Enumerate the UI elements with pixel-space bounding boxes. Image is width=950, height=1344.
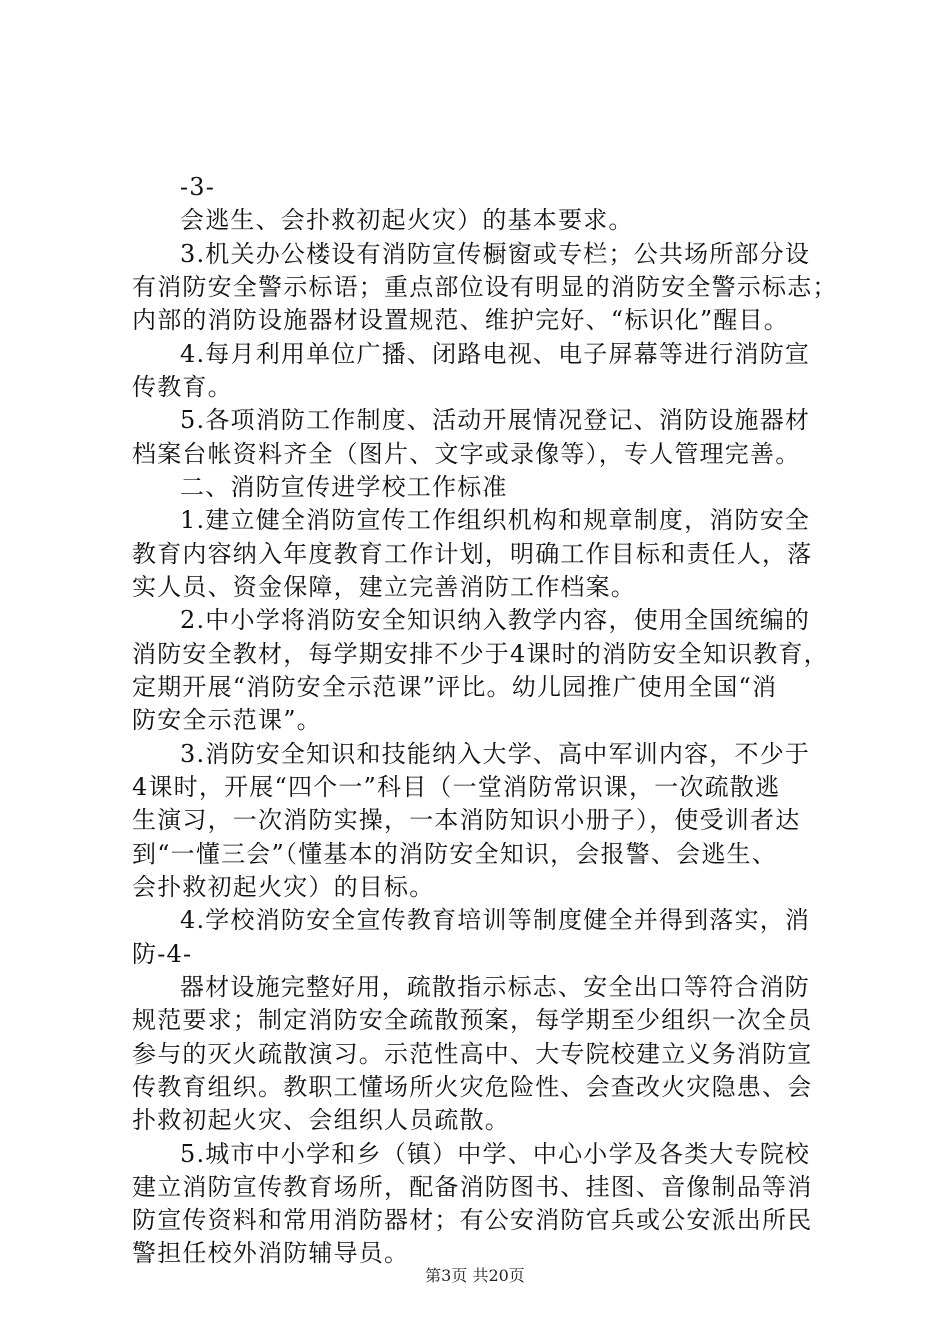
text-line: 警担任校外消防辅导员。 — [132, 1239, 410, 1267]
text-line: 防安全示范课”。 — [132, 706, 322, 734]
text-line: 4.学校消防安全宣传教育培训等制度健全并得到落实，消 — [180, 906, 811, 934]
text-line: 4课时，开展“四个一”科目（一堂消防常识课，一次疏散逃 — [132, 773, 781, 801]
text-line: 到“一懂三会”（懂基本的消防安全知识，会报警、会逃生、 — [132, 840, 777, 868]
text-line: 参与的灭火疏散演习。示范性高中、大专院校建立义务消防宣 — [132, 1040, 813, 1068]
text-line: 防宣传资料和常用消防器材；有公安消防官兵或公安派出所民 — [132, 1206, 813, 1234]
text-line: 4.每月利用单位广播、闭路电视、电子屏幕等进行消防宣 — [180, 340, 811, 368]
text-line: 会扑救初起火灾）的目标。 — [132, 873, 435, 901]
text-line: 传教育组织。教职工懂场所火灾危险性、会查改火灾隐患、会 — [132, 1073, 813, 1101]
text-line: 1.建立健全消防宣传工作组织机构和规章制度，消防安全 — [180, 506, 811, 534]
text-line: 规范要求；制定消防安全疏散预案，每学期至少组织一次全员 — [132, 1006, 813, 1034]
text-line: 会逃生、会扑救初起火灾）的基本要求。 — [180, 206, 634, 234]
text-line: 5.城市中小学和乡（镇）中学、中心小学及各类大专院校 — [180, 1140, 811, 1168]
page-number-footer: 第3页 共20页 — [425, 1266, 525, 1285]
text-line: 3.消防安全知识和技能纳入大学、高中军训内容，不少于 — [180, 740, 811, 768]
text-line: 器材设施完整好用，疏散指示标志、安全出口等符合消防 — [180, 973, 810, 1001]
text-line: 有消防安全警示标语；重点部位设有明显的消防安全警示标志； — [132, 273, 838, 301]
text-line: 扑救初起火灾、会组织人员疏散。 — [132, 1106, 510, 1134]
text-line: 5.各项消防工作制度、活动开展情况登记、消防设施器材 — [180, 406, 811, 434]
text-line: 实人员、资金保障，建立完善消防工作档案。 — [132, 573, 636, 601]
text-line: 内部的消防设施器材设置规范、维护完好、“标识化”醒目。 — [132, 306, 789, 334]
text-line: 2.中小学将消防安全知识纳入教学内容，使用全国统编的 — [180, 606, 811, 634]
text-line: 定期开展“消防安全示范课”评比。幼儿园推广使用全国“消 — [132, 673, 778, 701]
text-line: 档案台帐资料齐全（图片、文字或录像等），专人管理完善。 — [132, 440, 801, 468]
text-line: 消防安全教材，每学期安排不少于4课时的消防安全知识教育， — [132, 640, 829, 668]
text-line: 防-4- — [132, 940, 193, 968]
text-line: 教育内容纳入年度教育工作计划，明确工作目标和责任人，落 — [132, 540, 813, 568]
text-line: 3.机关办公楼设有消防宣传橱窗或专栏；公共场所部分设 — [180, 240, 811, 268]
text-line: 传教育。 — [132, 373, 233, 401]
text-line: 生演习，一次消防实操，一本消防知识小册子），使受训者达 — [132, 806, 801, 834]
page-marker: -3- — [180, 173, 216, 201]
section-heading: 二、消防宣传进学校工作标准 — [180, 473, 508, 501]
text-line: 建立消防宣传教育场所，配备消防图书、挂图、音像制品等消 — [132, 1173, 813, 1201]
